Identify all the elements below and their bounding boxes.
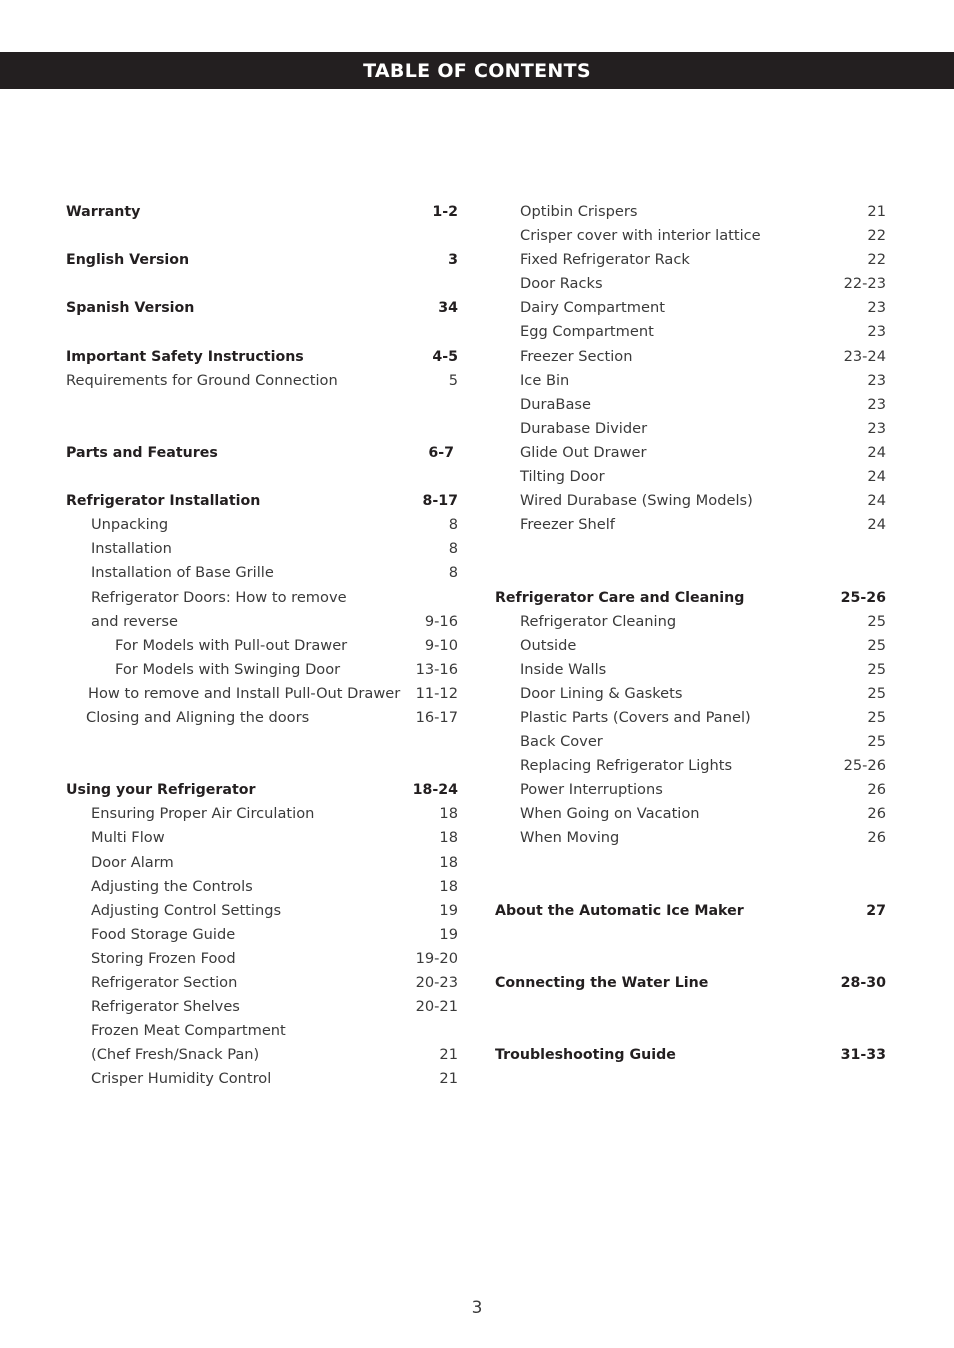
toc-entry — [495, 369, 886, 393]
toc-entry-label: When Going on Vacation — [520, 805, 700, 823]
toc-entry — [495, 200, 886, 224]
toc-entry-label: Adjusting Control Settings — [91, 901, 282, 919]
toc-section-entry — [66, 248, 458, 272]
toc-entry — [66, 658, 458, 682]
toc-section-entry — [66, 489, 458, 513]
toc-entry-label: Crisper Humidity Control — [91, 1070, 272, 1088]
toc-entry-label: and reverse — [91, 612, 178, 630]
toc-entry-label: (Chef Fresh/Snack Pan) — [91, 1046, 260, 1064]
toc-entry-label: Warranty — [66, 204, 141, 220]
toc-entry-label: Refrigerator Section — [91, 974, 238, 991]
toc-entry-label: Refrigerator Shelves — [91, 998, 240, 1016]
toc-entry-label: Power Interruptions — [520, 781, 663, 799]
toc-entry-label: Closing and Aligning the doors — [86, 708, 310, 726]
toc-spacer — [495, 537, 886, 561]
toc-entry — [495, 320, 886, 344]
toc-entry-page: 28-30 — [840, 975, 886, 991]
toc-entry-page: 1-2 — [432, 204, 458, 220]
toc-entry — [495, 634, 886, 658]
toc-entry — [495, 441, 886, 465]
toc-entry — [495, 489, 886, 513]
toc-entry — [66, 802, 458, 826]
toc-entry — [66, 1043, 458, 1067]
toc-entry-label: Multi Flow — [91, 829, 165, 847]
toc-spacer — [495, 851, 886, 875]
toc-entry-page: 25 — [867, 636, 886, 654]
toc-entry — [66, 682, 458, 706]
toc-entry — [495, 417, 886, 441]
toc-entry-page: 3 — [448, 252, 458, 269]
toc-entry-label: Parts and Features — [66, 444, 218, 461]
toc-entry-page: 24 — [867, 492, 886, 510]
toc-spacer — [66, 320, 458, 344]
toc-entry-label: Food Storage Guide — [91, 925, 236, 943]
toc-section-entry — [495, 899, 886, 923]
toc-entry — [66, 1019, 458, 1043]
toc-entry-label: Troubleshooting Guide — [495, 1047, 676, 1064]
toc-entry-page: 23 — [867, 395, 886, 413]
toc-entry — [495, 224, 886, 248]
toc-entry — [66, 586, 458, 610]
toc-section-entry — [66, 296, 458, 320]
toc-entry-label: Storing Frozen Food — [91, 949, 236, 967]
toc-spacer — [495, 561, 886, 585]
toc-entry-label: Door Alarm — [91, 853, 174, 871]
toc-entry — [495, 296, 886, 320]
toc-entry-page: 34 — [438, 300, 458, 317]
toc-entry-label: About the Automatic Ice Maker — [495, 902, 744, 919]
toc-entry-label: English Version — [66, 252, 190, 269]
toc-entry — [66, 634, 458, 658]
toc-entry-page: 25 — [867, 684, 886, 702]
toc-entry-page: 24 — [867, 468, 886, 486]
toc-entry-label: Door Lining & Gaskets — [520, 684, 683, 702]
toc-entry-label: Door Racks — [520, 275, 603, 293]
toc-entry — [66, 995, 458, 1019]
toc-entry — [66, 899, 458, 923]
toc-spacer — [495, 1019, 886, 1043]
title-bar — [0, 52, 954, 89]
toc-entry-page: 24 — [867, 443, 886, 461]
toc-entry — [66, 706, 458, 730]
toc-entry-page: 24 — [867, 516, 886, 534]
toc-entry-page: 22-23 — [843, 275, 886, 293]
toc-entry — [66, 513, 458, 537]
toc-entry — [495, 802, 886, 826]
toc-entry-label: Refrigerator Doors: How to remove — [91, 588, 347, 606]
toc-entry-page: 18-24 — [412, 782, 458, 799]
toc-entry — [495, 345, 886, 369]
toc-entry — [495, 272, 886, 296]
toc-entry — [495, 465, 886, 489]
toc-entry — [66, 561, 458, 585]
toc-entry-page: 13-16 — [415, 660, 458, 678]
toc-section-entry — [66, 200, 458, 224]
toc-entry-page: 9-10 — [424, 636, 458, 654]
toc-entry — [66, 537, 458, 561]
toc-entry — [66, 875, 458, 899]
toc-entry — [495, 393, 886, 417]
toc-entry-label: Refrigerator Installation — [66, 493, 261, 510]
toc-entry — [495, 778, 886, 802]
toc-entry-page: 18 — [439, 877, 458, 895]
toc-entry-label: Connecting the Water Line — [495, 975, 709, 991]
toc-entry-label: Crisper cover with interior lattice — [520, 227, 761, 245]
toc-entry — [495, 730, 886, 754]
toc-entry-page: 18 — [439, 853, 458, 871]
toc-entry-page: 23 — [867, 419, 886, 437]
toc-entry-label: How to remove and Install Pull-Out Drawer — [88, 684, 401, 702]
toc-entry-label: Ice Bin — [520, 371, 570, 389]
toc-spacer — [495, 923, 886, 947]
toc-entry-page: 23 — [867, 371, 886, 389]
toc-entry-page: 20-21 — [415, 998, 458, 1016]
toc-entry-page: 18 — [439, 829, 458, 847]
toc-entry — [495, 682, 886, 706]
page-number: 3 — [471, 1298, 483, 1318]
toc-spacer — [66, 465, 458, 489]
toc-entry-label: Ensuring Proper Air Circulation — [91, 805, 315, 823]
toc-section-entry — [66, 778, 458, 802]
toc-section-entry — [495, 1043, 886, 1067]
toc-entry-page: 25 — [867, 733, 886, 751]
toc-entry-label: Installation of Base Grille — [91, 564, 274, 582]
toc-entry-page: 8 — [448, 540, 458, 558]
toc-entry — [495, 513, 886, 537]
toc-right-column — [495, 200, 886, 1067]
toc-section-entry — [66, 441, 458, 465]
toc-left-column — [66, 200, 458, 1091]
toc-entry-page: 26 — [867, 805, 886, 823]
toc-entry-label: Fixed Refrigerator Rack — [520, 251, 690, 269]
toc-spacer — [66, 224, 458, 248]
toc-entry-label: Optibin Crispers — [520, 203, 638, 220]
toc-entry-page: 8 — [448, 564, 458, 582]
page-title: TABLE OF CONTENTS — [363, 59, 591, 82]
toc-entry-page: 21 — [439, 1046, 458, 1064]
toc-entry-label: Refrigerator Care and Cleaning — [495, 589, 745, 606]
toc-spacer — [66, 417, 458, 441]
toc-entry-page: 26 — [867, 829, 886, 847]
toc-spacer — [495, 875, 886, 899]
toc-entry-page: 31-33 — [840, 1047, 886, 1064]
toc-entry-page: 11-12 — [415, 684, 458, 702]
toc-entry-page: 25-26 — [843, 757, 886, 775]
toc-entry — [495, 754, 886, 778]
toc-entry — [495, 658, 886, 682]
toc-entry-label: Wired Durabase (Swing Models) — [520, 492, 753, 510]
toc-entry-label: For Models with Swinging Door — [115, 660, 341, 678]
toc-entry-label: Unpacking — [91, 516, 169, 534]
toc-entry-page: 9-16 — [424, 612, 458, 630]
toc-entry-page: 19 — [439, 925, 458, 943]
toc-entry-page: 25 — [867, 708, 886, 726]
toc-entry-page: 22 — [867, 251, 886, 269]
toc-entry — [66, 369, 458, 393]
toc-entry-label: Glide Out Drawer — [520, 443, 647, 461]
toc-entry — [66, 826, 458, 850]
toc-entry-page: 8-17 — [422, 493, 458, 510]
toc-entry-label: Freezer Section — [520, 347, 633, 365]
toc-entry-page: 21 — [439, 1070, 458, 1088]
toc-section-entry — [66, 345, 458, 369]
toc-entry-page: 4-5 — [432, 348, 458, 365]
toc-entry-label: Frozen Meat Compartment — [91, 1022, 286, 1040]
toc-entry-page: 18 — [439, 805, 458, 823]
toc-section-entry — [495, 971, 886, 995]
toc-entry — [66, 971, 458, 995]
toc-entry-label: Replacing Refrigerator Lights — [520, 757, 733, 775]
toc-entry-label: Using your Refrigerator — [66, 782, 256, 799]
toc-entry — [66, 851, 458, 875]
toc-entry-page: 19-20 — [415, 949, 458, 967]
toc-spacer — [66, 754, 458, 778]
toc-spacer — [495, 995, 886, 1019]
toc-entry-page: 23 — [867, 299, 886, 317]
toc-entry-label: Tilting Door — [520, 468, 605, 486]
toc-entry-label: Durabase Divider — [520, 419, 648, 437]
toc-entry — [495, 826, 886, 850]
toc-entry-label: Dairy Compartment — [520, 299, 665, 317]
toc-entry-page: 27 — [866, 902, 886, 919]
toc-entry-page: 16-17 — [415, 708, 458, 726]
toc-entry-page: 21 — [867, 203, 886, 220]
toc-entry — [66, 923, 458, 947]
toc-entry-label: Egg Compartment — [520, 323, 654, 341]
toc-entry — [495, 706, 886, 730]
toc-entry-label: When Moving — [520, 829, 620, 847]
toc-entry-page: 26 — [867, 781, 886, 799]
toc-entry-page: 22 — [867, 227, 886, 245]
toc-spacer — [66, 272, 458, 296]
toc-entry-page: 20-23 — [415, 974, 458, 991]
toc-entry-page: 25-26 — [840, 589, 886, 606]
toc-entry — [66, 610, 458, 634]
toc-entry-page: 5 — [448, 371, 458, 389]
toc-entry-page: 25 — [867, 660, 886, 678]
toc-entry — [495, 610, 886, 634]
toc-spacer — [66, 730, 458, 754]
toc-entry-page: 23 — [867, 323, 886, 341]
toc-entry-page: 25 — [867, 612, 886, 630]
toc-spacer — [495, 947, 886, 971]
toc-entry-label: Back Cover — [520, 733, 603, 751]
toc-entry-label: Plastic Parts (Covers and Panel) — [520, 708, 751, 726]
toc-spacer — [66, 393, 458, 417]
toc-entry-label: Adjusting the Controls — [91, 877, 253, 895]
toc-entry-label: Spanish Version — [66, 300, 195, 317]
toc-entry-label: Freezer Shelf — [520, 516, 615, 534]
toc-entry-label: DuraBase — [520, 395, 591, 413]
toc-entry-page: 6-7 — [428, 444, 454, 461]
toc-entry-label: Installation — [91, 540, 172, 558]
toc-entry-page: 19 — [439, 901, 458, 919]
toc-section-entry — [495, 586, 886, 610]
toc-entry — [66, 1067, 458, 1091]
toc-entry — [66, 947, 458, 971]
toc-entry-label: Refrigerator Cleaning — [520, 612, 677, 630]
toc-entry-page: 8 — [448, 516, 458, 534]
toc-entry-label: Requirements for Ground Connection — [66, 371, 338, 389]
toc-entry-label: Outside — [520, 636, 577, 654]
toc-entry — [495, 248, 886, 272]
toc-entry-label: For Models with Pull-out Drawer — [115, 636, 348, 654]
toc-entry-page: 23-24 — [843, 347, 886, 365]
toc-entry-label: Inside Walls — [520, 660, 607, 678]
toc-entry-label: Important Safety Instructions — [66, 348, 304, 365]
